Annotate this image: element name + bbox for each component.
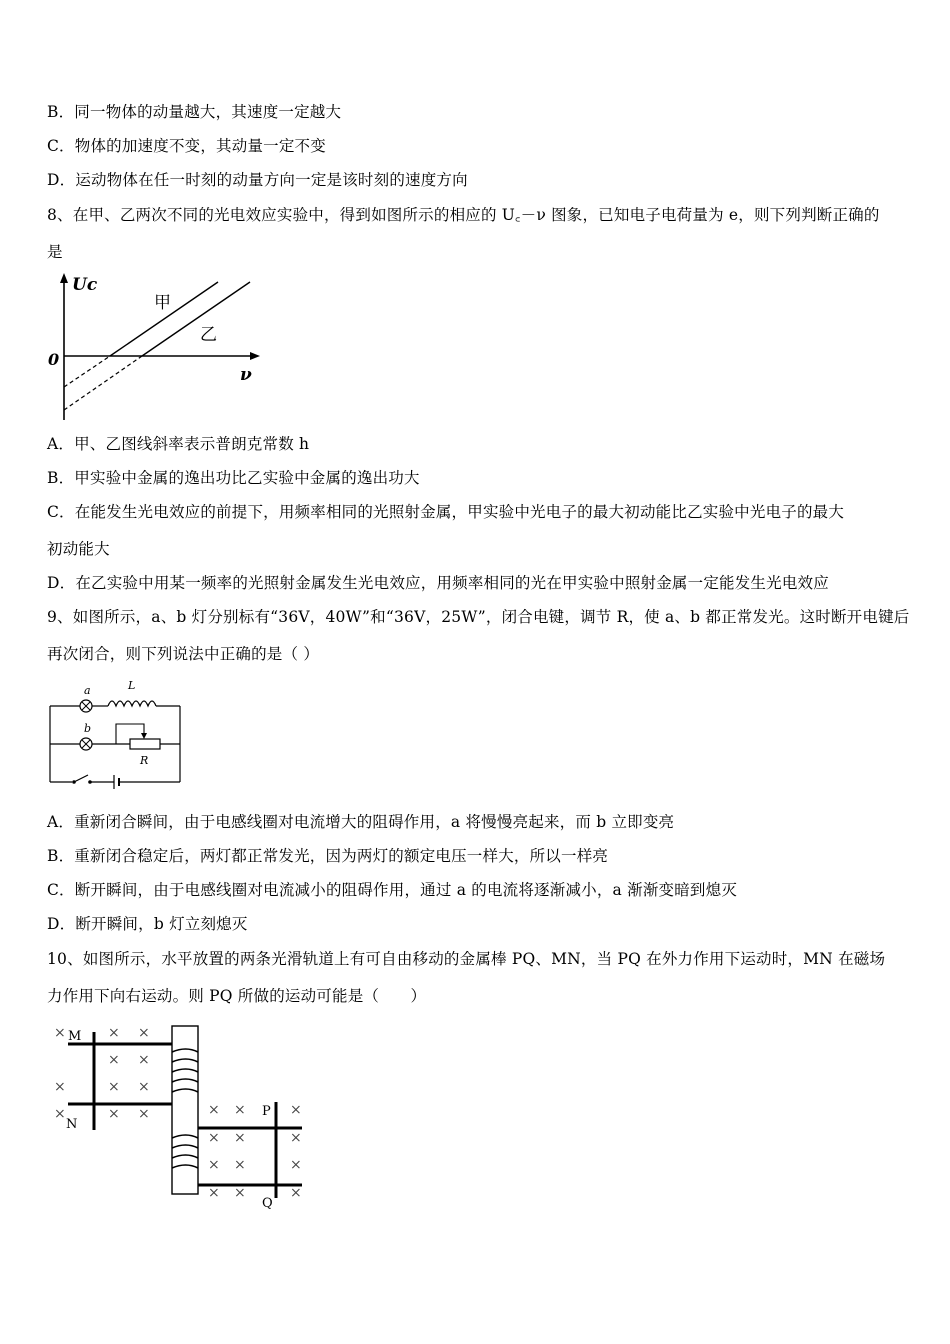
inductor-label: L: [128, 679, 136, 692]
rheostat-label: R: [140, 754, 149, 767]
line-jia-extension: [64, 356, 110, 387]
y-axis-arrow-icon: [60, 273, 68, 283]
field-cross-mark: ×: [208, 1102, 220, 1118]
q9-stem-line2: 再次闭合，则下列说法中正确的是（ ）: [47, 645, 320, 663]
field-cross-mark: ×: [54, 1079, 66, 1095]
y-axis-label: Uc: [72, 275, 98, 295]
field-cross-mark: ×: [108, 1025, 120, 1041]
label-p: P: [262, 1104, 271, 1119]
q9-option-d: D．断开瞬间，b 灯立刻熄灭: [47, 915, 248, 933]
field-cross-mark: ×: [54, 1025, 66, 1041]
q10-stem-line2: 力作用下向右运动。则 PQ 所做的运动可能是（ ）: [47, 987, 427, 1005]
field-cross-mark: ×: [208, 1185, 220, 1201]
q7-option-c: C．物体的加速度不变，其动量一定不变: [47, 137, 326, 155]
q8-stem-line1: 8、在甲、乙两次不同的光电效应实验中，得到如图所示的相应的 U꜀－ν 图象，已知电子电荷量为 e，则下列判断正确的: [47, 206, 880, 224]
field-cross-mark: ×: [234, 1130, 246, 1146]
q9-option-b: B．重新闭合稳定后，两灯都正常发光，因为两灯的额定电压一样大，所以一样亮: [47, 847, 609, 865]
rheostat-icon: [130, 739, 160, 749]
q8-uc-nu-graph: [40, 270, 270, 425]
q8-option-d: D．在乙实验中用某一频率的光照射金属发生光电效应，用频率相同的光在甲实验中照射金属一定能发生光电效应: [47, 574, 829, 592]
field-cross-mark: ×: [208, 1130, 220, 1146]
field-cross-mark: ×: [234, 1102, 246, 1118]
q8-option-c-line2: 初动能大: [47, 540, 110, 558]
label-q: Q: [262, 1196, 273, 1210]
line-yi-label: 乙: [200, 325, 217, 345]
lamp-a-label: a: [84, 684, 91, 697]
field-cross-mark: ×: [290, 1130, 302, 1146]
field-cross-mark: ×: [54, 1106, 66, 1122]
field-cross-mark: ×: [290, 1157, 302, 1173]
switch-icon: [74, 775, 88, 782]
field-cross-mark: ×: [138, 1106, 150, 1122]
x-axis-arrow-icon: [250, 352, 260, 360]
q8-option-a: A．甲、乙图线斜率表示普朗克常数 h: [47, 435, 310, 453]
q9-circuit-diagram: [44, 678, 194, 790]
field-cross-mark: ×: [290, 1102, 302, 1118]
label-m: M: [68, 1029, 82, 1044]
field-cross-mark: ×: [108, 1052, 120, 1068]
q10-rails-diagram: [46, 1018, 314, 1210]
rheostat-slider-arrow-icon: [141, 733, 147, 739]
x-axis-label: ν: [240, 365, 252, 385]
label-n: N: [66, 1117, 78, 1132]
q7-option-b: B．同一物体的动量越大，其速度一定越大: [47, 103, 342, 121]
q7-option-d: D．运动物体在任一时刻的动量方向一定是该时刻的速度方向: [47, 171, 468, 189]
q8-stem-line2: 是: [47, 243, 63, 261]
q8-option-b: B．甲实验中金属的逸出功比乙实验中金属的逸出功大: [47, 469, 420, 487]
field-cross-mark: ×: [290, 1185, 302, 1201]
inductor-coil-icon: [108, 701, 156, 706]
field-cross-mark: ×: [234, 1185, 246, 1201]
field-cross-mark: ×: [234, 1157, 246, 1173]
q9-stem-line1: 9、如图所示，a、b 灯分别标有“36V，40W”和“36V，25W”，闭合电键，调节 R，使 a、b 都正常发光。这时断开电键后: [47, 608, 910, 626]
q8-option-c-line1: C．在能发生光电效应的前提下，用频率相同的光照射金属，甲实验中光电子的最大初动能比乙实验中光电子的最大: [47, 503, 845, 521]
q10-stem-line1: 10、如图所示，水平放置的两条光滑轨道上有可自由移动的金属棒 PQ、MN，当 PQ 在外力作用下运动时，MN 在磁场: [47, 950, 886, 968]
field-cross-mark: ×: [208, 1157, 220, 1173]
origin-label: 0: [48, 350, 60, 369]
field-cross-mark: ×: [138, 1079, 150, 1095]
field-cross-mark: ×: [108, 1106, 120, 1122]
field-cross-mark: ×: [138, 1052, 150, 1068]
field-cross-mark: ×: [108, 1079, 120, 1095]
q9-option-c: C．断开瞬间，由于电感线圈对电流减小的阻碍作用，通过 a 的电流将逐渐减小，a 渐渐变暗到熄灭: [47, 881, 738, 899]
field-cross-mark: ×: [138, 1025, 150, 1041]
lamp-b-label: b: [84, 722, 92, 735]
line-jia-label: 甲: [154, 293, 171, 313]
line-yi-extension: [64, 356, 142, 410]
q9-option-a: A．重新闭合瞬间，由于电感线圈对电流增大的阻碍作用，a 将慢慢亮起来，而 b 立即变亮: [47, 813, 675, 831]
